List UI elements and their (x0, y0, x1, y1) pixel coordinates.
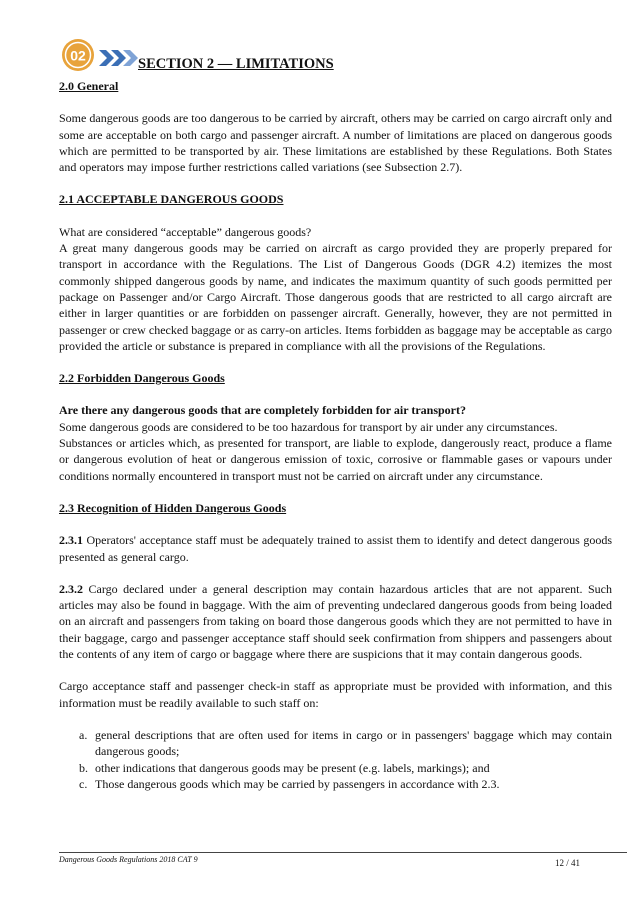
footer-divider (59, 852, 627, 853)
list-item (79, 727, 612, 760)
footer-document-title: Dangerous Goods Regulations 2018 CAT 9 (59, 855, 198, 864)
paragraph-2-3-2 (59, 581, 612, 662)
section-number-badge-icon (61, 38, 95, 72)
document-page (59, 38, 612, 792)
clause-text-2-3-1: Operators' acceptance staff must be adequately trained to assist them to identify and detect dangerous goods presented as general cargo. (59, 533, 612, 564)
clause-text-2-3-2: Cargo declared under a general description may contain hazardous articles that are not apparent. Such articles may also be found in baggage. With the aim of preventing undeclared dangerous goods from being loaded on an aircraft and passengers from taking on board those dangerous goods which they are not permitted to have in their baggage, cargo and passenger acceptance staff should seek confirmation from shippers and passengers about the contents of any item of cargo or baggage where there are suspicions that it may contain dangerous goods. (59, 581, 612, 662)
list-item-text: other indications that dangerous goods may be present (e.g. labels, markings); and (95, 760, 490, 775)
heading-2-0: 2.0 General (59, 79, 119, 93)
list-marker: b. (79, 760, 88, 775)
page-title: SECTION 2 — LIMITATIONS (138, 56, 334, 72)
question-forbidden: Are there any dangerous goods that are completely forbidden for air transport? (59, 403, 466, 418)
paragraph-general: Some dangerous goods are too dangerous to be carried by aircraft, others may be carried on cargo aircraft only and some are acceptable on both cargo and passenger aircraft. A number of limitations are placed on dangerous goods which are permitted to be transported by air. These limitations are established by these Regulations. Both States and operators may impose further restrictions called variations (see Subsection 2.7). (59, 111, 612, 175)
paragraph-forbidden-2: Substances or articles which, as presented for transport, are liable to explode, dangerously react, produce a flame or dangerous evolution of heat or dangerous emission of toxic, corrosive or flammable gases or vapours under conditions normally encountered in transport must not be carried on aircraft under any circumstance. (59, 436, 612, 483)
paragraph-acceptable: A great many dangerous goods may be carried on aircraft as cargo provided they are properly prepared for transport in accordance with the Regulations. The List of Dangerous Goods (DGR 4.2) itemizes the most commonly shipped dangerous goods by name, and indicates the maximum quantity of such goods permitted per package on Passenger and/or Cargo Aircraft. Those dangerous goods that are restricted to all cargo aircraft are either in larger quantities or are forbidden on passenger aircraft. Generally, however, they are not permitted in passenger or crew checked baggage or as carry-on articles. Items forbidden as baggage may be acceptable as cargo provided the article or substance is prepared in compliance with all the provisions of the Regulations. (59, 241, 612, 353)
page-number: 12 / 41 (555, 858, 581, 868)
section-badge-number: 02 (70, 47, 86, 64)
document-body (59, 78, 612, 792)
list-item (79, 776, 612, 792)
heading-2-1: 2.1 ACCEPTABLE DANGEROUS GOODS (59, 192, 284, 207)
list-item (79, 760, 612, 776)
question-acceptable: What are considered “acceptable” dangerous goods? (59, 224, 312, 239)
list-marker: c. (79, 776, 88, 791)
heading-2-2: 2.2 Forbidden Dangerous Goods (59, 371, 225, 386)
section-header (59, 38, 612, 78)
paragraph-forbidden-1: Some dangerous goods are considered to be too hazardous for transport by air under any circumstances. (59, 419, 558, 434)
paragraph-staff-information: Cargo acceptance staff and passenger check-in staff as appropriate must be provided with information, and this information must be readily available to such staff on: (59, 679, 612, 710)
clause-number-2-3-1: 2.3.1 (59, 533, 83, 548)
double-chevron-right-icon (99, 50, 143, 66)
clause-number-2-3-2: 2.3.2 (59, 581, 83, 596)
paragraph-2-3-1 (59, 532, 612, 565)
information-list (59, 727, 612, 792)
list-item-text: general descriptions that are often used for items in cargo or in passengers' baggage which may contain dangerous goods; (95, 727, 612, 759)
list-item-text: Those dangerous goods which may be carried by passengers in accordance with 2.3. (95, 776, 500, 791)
list-marker: a. (79, 727, 88, 742)
heading-2-3: 2.3 Recognition of Hidden Dangerous Goods (59, 500, 287, 515)
